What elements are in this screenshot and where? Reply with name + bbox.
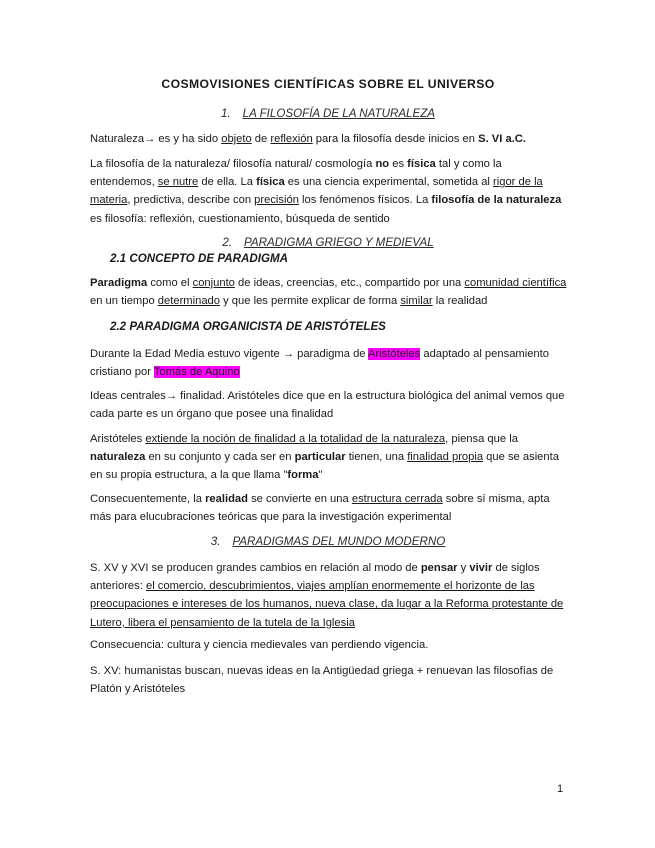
section-number: 2. bbox=[222, 236, 233, 249]
paragraph-naturaleza: Naturaleza→ es y ha sido objeto de reflexión para la filosofía desde inicios en S. VI a.C. bbox=[90, 133, 526, 145]
paragraph-edad-media: Durante la Edad Media estuvo vigente → paradigma de Aristóteles adaptado al pensamiento cristiano por Tomás de Aquino bbox=[90, 348, 549, 379]
paragraph-siglos-xv-xvi: S. XV y XVI se producen grandes cambios en relación al modo de pensar y vivir de siglos anteriores: el comercio, descubrimientos, viajes amplían enormemente el horizonte de las preocupaciones e intereses de los humanos, nueva clase, da lugar a la Reforma protestante de Lutero, libera el pensamiento de la tutela de la Iglesia bbox=[90, 562, 564, 629]
section-label: PARADIGMA GRIEGO Y MEDIEVAL bbox=[244, 236, 434, 249]
paragraph-ideas-centrales: Ideas centrales→ finalidad. Aristóteles dice que en la estructura biológica del animal vemos que cada parte es un órgano que posee una finalidad bbox=[90, 390, 565, 421]
paragraph-aristoteles-finalidad: Aristóteles extiende la noción de finalidad a la totalidad de la naturaleza, piensa que la naturaleza en su conjunto y cada ser en particular tienen, una finalidad propia que se asienta en su propia estructura, a la que llama "forma" bbox=[90, 433, 559, 482]
section-number: 3. bbox=[210, 535, 221, 548]
subsection-heading-2-2: 2.2 PARADIGMA ORGANICISTA DE ARISTÓTELES bbox=[110, 320, 386, 333]
section-label: PARADIGMAS DEL MUNDO MODERNO bbox=[232, 535, 446, 548]
page-number: 1 bbox=[557, 783, 564, 795]
paragraph-humanistas: S. XV: humanistas buscan, nuevas ideas en la Antigüedad griega + renuevan las filosofías de Platón y Aristóteles bbox=[90, 665, 554, 696]
highlight-aristoteles: Aristóteles bbox=[368, 348, 421, 360]
paragraph-filosofia-naturaleza: La filosofía de la naturaleza/ filosofía natural/ cosmología no es física tal y como la entendemos, se nutre de ella. La física es una ciencia experimental, sometida al rigor de la materia, predictiva, describe con precisión los fenómenos físicos. La filosofía de la naturaleza es filosofía: reflexión, cuestionamiento, búsqueda de sentido bbox=[90, 158, 562, 225]
arrow-icon: → bbox=[144, 133, 156, 145]
subsection-heading-2-1: 2.1 CONCEPTO DE PARADIGMA bbox=[110, 252, 289, 265]
paragraph-paradigma: Paradigma como el conjunto de ideas, creencias, etc., compartido por una comunidad científica en un tiempo determinado y que les permite explicar de forma similar la realidad bbox=[90, 277, 567, 308]
document-title: COSMOVISIONES CIENTÍFICAS SOBRE EL UNIVERSO bbox=[161, 77, 495, 91]
highlight-tomas-de-aquino: Tomás de Aquino bbox=[153, 366, 240, 379]
arrow-icon: → bbox=[165, 390, 178, 402]
section-heading-1 bbox=[90, 107, 566, 120]
paragraph-consecuentemente: Consecuentemente, la realidad se convierte en una estructura cerrada sobre sí misma, apta más para elucubraciones teóricas que para la investigación experimental bbox=[90, 493, 550, 524]
paragraph-consecuencia: Consecuencia: cultura y ciencia medievales van perdiendo vigencia. bbox=[90, 639, 429, 651]
arrow-icon: → bbox=[282, 348, 294, 360]
section-number: 1. bbox=[220, 107, 231, 120]
section-heading-3 bbox=[90, 535, 566, 548]
section-heading-2 bbox=[90, 236, 566, 249]
section-label: LA FILOSOFÍA DE LA NATURALEZA bbox=[242, 107, 436, 120]
